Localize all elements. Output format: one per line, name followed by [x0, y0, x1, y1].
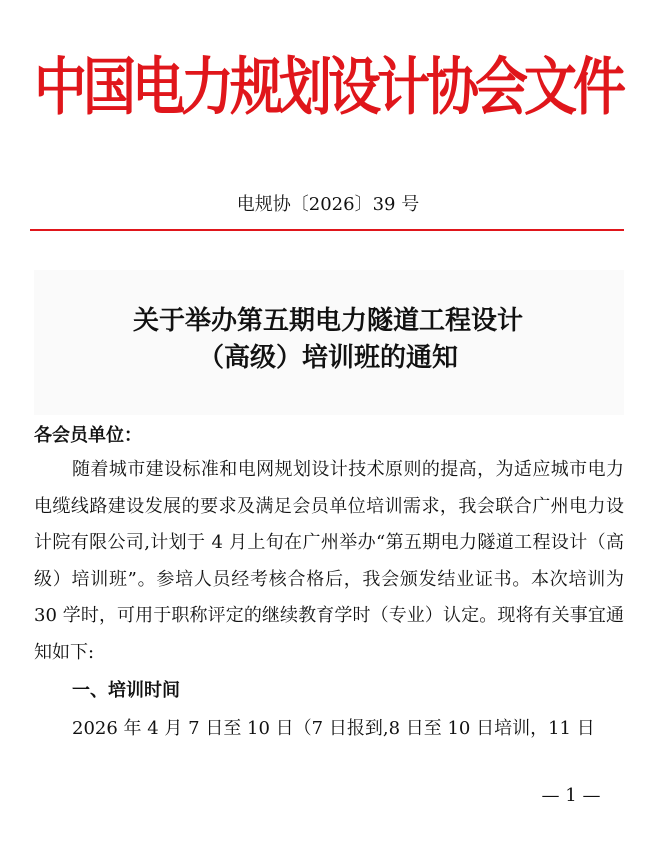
red-divider-line: [30, 229, 624, 231]
notice-title-line-2: （高级）培训班的通知: [197, 343, 458, 373]
training-time-text: 2026 年 4 月 7 日至 10 日（7 日报到,8 日至 10 日培训，11 日: [72, 718, 595, 739]
document-number: 电规协〔2026〕39 号: [236, 194, 420, 215]
page-number: — 1 —: [541, 785, 601, 806]
org-header-title: 中国电力规划设计协会文件: [34, 50, 622, 124]
notice-title-line-1: 关于举办第五期电力隧道工程设计: [132, 306, 523, 336]
body-paragraph: 随着城市建设标准和电网规划设计技术原则的提高，为适应城市电力电缆线路建设发展的要求及满足会员单位培训需求，我会联合广州电力设计院有限公司,计划于 4 月上旬在广州举办“第五期电力隧道工程设计（高级）培训班”。参培人员经考核合格后，我会颁发结业证书。本次培训为 30 学时，可用于职称评定的继续教育学时（专业）认定。现将有关事宜通知如下:: [34, 459, 624, 663]
section-heading-training-time: 一、培训时间: [72, 680, 180, 701]
salutation: 各会员单位：: [34, 425, 142, 446]
